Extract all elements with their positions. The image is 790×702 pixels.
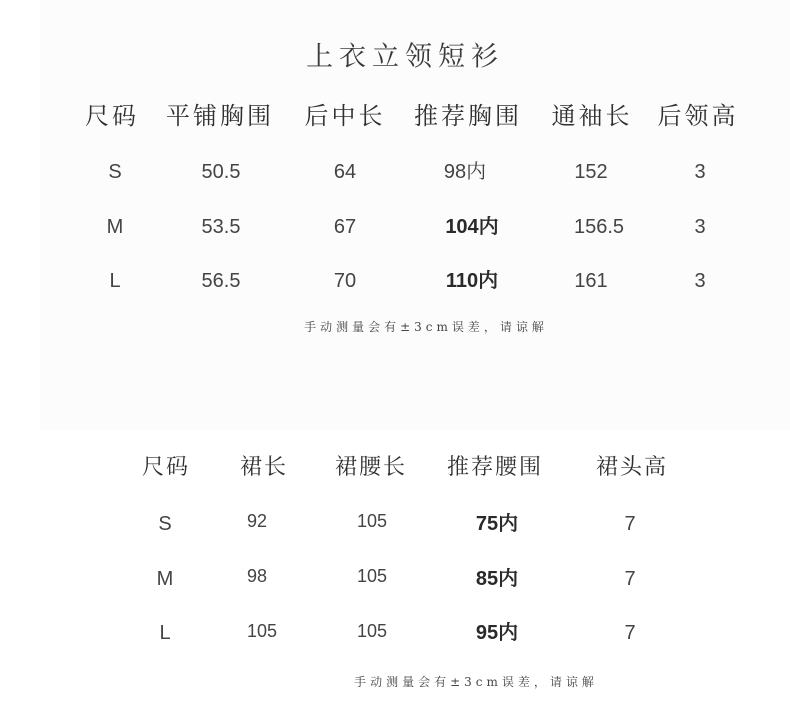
size-cell: L xyxy=(159,622,171,644)
top-header-sleeve-length: 通袖长 xyxy=(551,102,633,130)
size-cell: M xyxy=(156,568,174,590)
collar-height-cell: 3 xyxy=(694,216,706,238)
waistband-height-cell: 7 xyxy=(624,622,636,644)
skirt-length-cell: 98 xyxy=(246,566,268,586)
skirt-length-cell: 92 xyxy=(246,511,268,531)
sleeve-length-cell: 161 xyxy=(574,270,608,292)
bottom-header-size: 尺码 xyxy=(141,455,191,480)
back-length-cell: 67 xyxy=(333,216,357,238)
waistband-height-cell: 7 xyxy=(624,513,636,535)
recommended-chest-cell: 104内 xyxy=(445,216,499,238)
skirt-waist-cell: 105 xyxy=(356,621,388,641)
size-cell: S xyxy=(108,161,122,183)
recommended-chest-cell: 110内 xyxy=(445,270,499,292)
top-header-back-length: 后中长 xyxy=(304,102,386,130)
bottom-measurement-note: 手动测量会有±3cm误差，请谅解 xyxy=(354,675,598,689)
waistband-height-cell: 7 xyxy=(624,568,636,590)
back-length-cell: 64 xyxy=(333,161,357,183)
back-length-cell: 70 xyxy=(333,270,357,292)
bottom-header-waistband-height: 裙头高 xyxy=(595,455,669,480)
recommended-waist-cell: 75内 xyxy=(475,513,519,535)
bottom-header-recommended-waist: 推荐腰围 xyxy=(446,455,544,480)
size-cell: S xyxy=(158,513,172,535)
flat-chest-cell: 50.5 xyxy=(201,161,241,183)
bottom-header-skirt-waist: 裙腰长 xyxy=(334,455,408,480)
recommended-waist-cell: 95内 xyxy=(475,622,519,644)
size-cell: L xyxy=(109,270,121,292)
recommended-chest-cell: 98内 xyxy=(443,161,487,183)
recommended-waist-cell: 85内 xyxy=(475,568,519,590)
top-header-recommended-chest: 推荐胸围 xyxy=(414,102,522,130)
top-measurement-note: 手动测量会有±3cm误差，请谅解 xyxy=(304,320,548,334)
top-table-title: 上衣立领短衫 xyxy=(306,41,504,73)
sleeve-length-cell: 156.5 xyxy=(573,216,625,238)
collar-height-cell: 3 xyxy=(694,161,706,183)
skirt-length-cell: 105 xyxy=(246,621,278,641)
top-header-collar-height: 后领高 xyxy=(657,102,739,130)
flat-chest-cell: 53.5 xyxy=(201,216,241,238)
top-header-size: 尺码 xyxy=(85,102,139,130)
skirt-waist-cell: 105 xyxy=(356,511,388,531)
flat-chest-cell: 56.5 xyxy=(201,270,241,292)
skirt-waist-cell: 105 xyxy=(356,566,388,586)
top-header-flat-chest: 平铺胸围 xyxy=(166,102,274,130)
collar-height-cell: 3 xyxy=(694,270,706,292)
sleeve-length-cell: 152 xyxy=(574,161,608,183)
bottom-header-skirt-length: 裙长 xyxy=(239,455,289,480)
size-cell: M xyxy=(106,216,124,238)
